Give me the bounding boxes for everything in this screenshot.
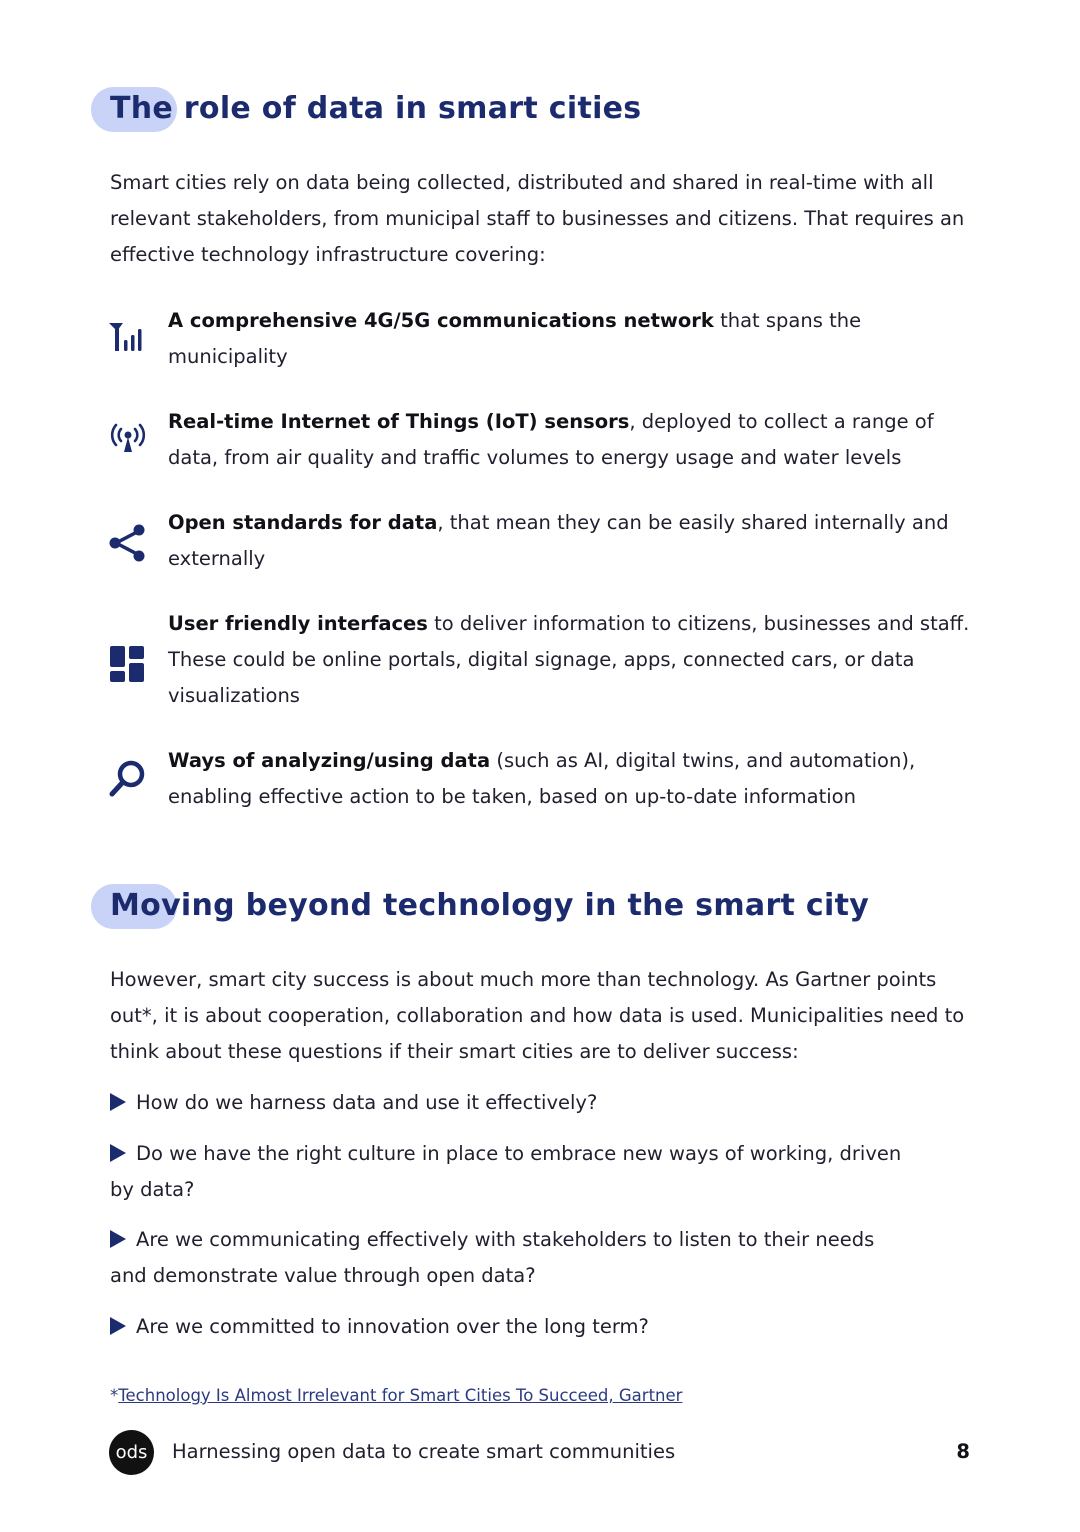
broadcast-icon bbox=[108, 420, 148, 460]
signal-bars-icon bbox=[108, 321, 148, 361]
feature-rest: (such as AI, digital twins, and automation), enabling effective action to be taken, based on up-to-date information bbox=[168, 749, 916, 808]
question-item bbox=[110, 1085, 910, 1121]
dashboard-icon bbox=[108, 644, 148, 684]
feature-text bbox=[168, 303, 983, 375]
feature-bold: A comprehensive 4G/5G communications network bbox=[168, 309, 714, 332]
triangle-bullet-icon bbox=[110, 1144, 126, 1162]
feature-text bbox=[168, 743, 983, 815]
feature-text bbox=[168, 505, 983, 577]
question-text: Do we have the right culture in place to embrace new ways of working, driven by data? bbox=[110, 1142, 902, 1201]
heading-text: Moving beyond technology in the smart city bbox=[110, 888, 870, 923]
feature-rest: , that mean they can be easily shared internally and externally bbox=[168, 511, 949, 570]
question-item bbox=[110, 1136, 910, 1208]
feature-rest: that spans the municipality bbox=[168, 309, 862, 368]
feature-bold: User friendly interfaces bbox=[168, 612, 428, 635]
question-item bbox=[110, 1309, 910, 1345]
footer-title: Harnessing open data to create smart communities bbox=[172, 1440, 676, 1463]
triangle-bullet-icon bbox=[110, 1093, 126, 1111]
triangle-bullet-icon bbox=[110, 1230, 126, 1248]
feature-rest: to deliver information to citizens, businesses and staff. These could be online portals, digital signage, apps, connected cars, or data visualizations bbox=[168, 612, 970, 707]
ods-logo: ods bbox=[109, 1430, 154, 1475]
page-number: 8 bbox=[956, 1440, 970, 1463]
feature-text bbox=[168, 404, 983, 476]
feature-bold: Real-time Internet of Things (IoT) sensors bbox=[168, 410, 630, 433]
section2-intro-paragraph: However, smart city success is about much more than technology. As Gartner points out*, it is about cooperation, collaboration and how data is used. Municipalities need to think about these questions if their smart cities are to deliver success: bbox=[110, 968, 965, 1063]
question-text: Are we committed to innovation over the long term? bbox=[136, 1315, 649, 1338]
question-text: How do we harness data and use it effectively? bbox=[136, 1091, 598, 1114]
triangle-bullet-icon bbox=[110, 1317, 126, 1335]
intro-paragraph: Smart cities rely on data being collected, distributed and shared in real-time with all relevant stakeholders, from municipal staff to businesses and citizens. That requires an effective technology infrastructure covering: bbox=[110, 171, 965, 266]
feature-text bbox=[168, 606, 983, 714]
share-icon bbox=[108, 523, 148, 563]
feature-rest: , deployed to collect a range of data, from air quality and traffic volumes to energy usage and water levels bbox=[168, 410, 934, 469]
search-icon bbox=[108, 759, 148, 799]
question-item bbox=[110, 1222, 910, 1294]
footnote bbox=[110, 1386, 682, 1405]
footnote-marker: * bbox=[110, 1386, 119, 1405]
heading-text: The role of data in smart cities bbox=[110, 91, 642, 126]
feature-bold: Open standards for data bbox=[168, 511, 438, 534]
feature-bold: Ways of analyzing/using data bbox=[168, 749, 491, 772]
footnote-link[interactable]: Technology Is Almost Irrelevant for Smart Cities To Succeed, Gartner bbox=[118, 1386, 683, 1405]
question-text: Are we communicating effectively with stakeholders to listen to their needs and demonstrate value through open data? bbox=[110, 1228, 875, 1287]
